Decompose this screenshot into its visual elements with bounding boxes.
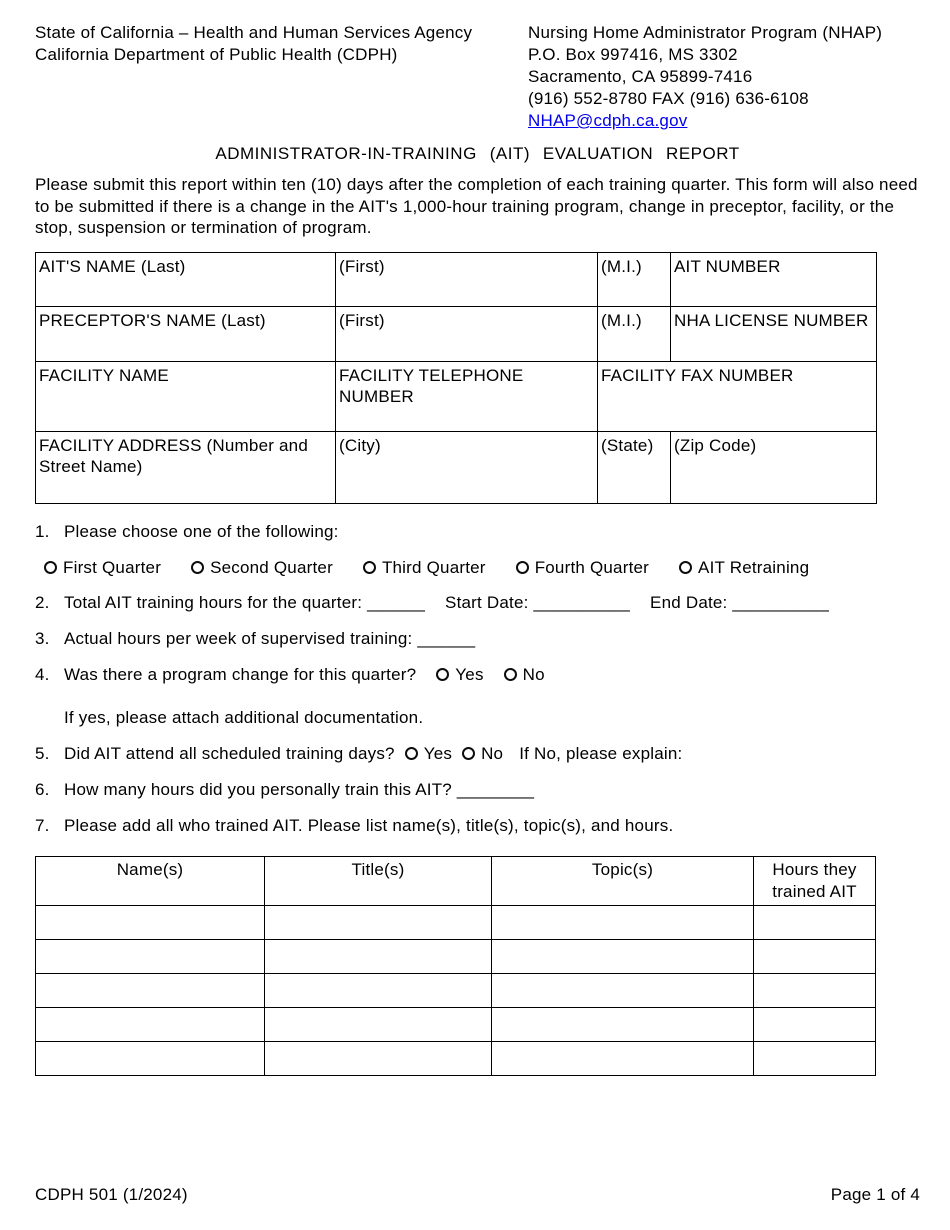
facility-name-label: FACILITY NAME	[39, 365, 169, 385]
ait-number-field[interactable]	[671, 252, 877, 306]
radio-option-ait-retraining	[679, 558, 809, 578]
trainer-table	[35, 856, 876, 1076]
trainer-title-cell[interactable]	[265, 973, 492, 1007]
trainer-name-cell[interactable]	[36, 973, 265, 1007]
applicant-info-table	[35, 252, 877, 504]
preceptor-last-name-field[interactable]	[36, 306, 336, 361]
program-block	[528, 22, 920, 132]
question-6-text: How many hours did you personally train this AIT? ________	[64, 779, 535, 799]
preceptor-last-name-label: PRECEPTOR'S NAME (Last)	[39, 310, 266, 330]
question-4	[35, 664, 920, 686]
preceptor-middle-initial-label: (M.I.)	[601, 310, 642, 330]
trainer-table-row	[36, 973, 876, 1007]
question-7-number: 7.	[35, 815, 50, 835]
radio-q5-no[interactable]	[462, 747, 475, 760]
radio-option-q5-yes	[405, 743, 452, 765]
first-quarter-label: First Quarter	[63, 557, 162, 577]
trainer-names-header: Name(s)	[36, 856, 265, 905]
state-field[interactable]	[598, 431, 671, 503]
form-number: CDPH 501 (1/2024)	[35, 1185, 188, 1204]
question-1-number: 1.	[35, 521, 50, 541]
question-7	[35, 815, 920, 837]
question-3-text: Actual hours per week of supervised training: ______	[64, 628, 476, 648]
ait-last-name-field[interactable]	[36, 252, 336, 306]
agency-line-1: State of California – Health and Human Services Agency	[35, 23, 473, 42]
third-quarter-label: Third Quarter	[381, 557, 486, 577]
radio-q4-yes[interactable]	[436, 668, 449, 681]
facility-address-row	[36, 431, 877, 503]
question-4-body	[64, 664, 545, 686]
zip-code-label: (Zip Code)	[674, 435, 757, 455]
ait-middle-initial-label: (M.I.)	[601, 256, 642, 276]
facility-fax-field[interactable]	[598, 361, 877, 431]
trainer-hours-cell[interactable]	[754, 1007, 876, 1041]
question-1-text: Please choose one of the following:	[64, 521, 339, 541]
facility-address-field[interactable]	[36, 431, 336, 503]
radio-option-q4-yes	[436, 664, 483, 686]
trainer-hours-cell[interactable]	[754, 939, 876, 973]
q5-no-label: No	[481, 743, 504, 763]
facility-telephone-field[interactable]	[336, 361, 598, 431]
ait-number-label: AIT NUMBER	[674, 256, 781, 276]
trainer-name-cell[interactable]	[36, 1007, 265, 1041]
radio-ait-retraining[interactable]	[679, 561, 692, 574]
agency-block	[35, 22, 515, 132]
trainer-table-header-row	[36, 856, 876, 905]
facility-address-label: FACILITY ADDRESS (Number and Street Name)	[39, 435, 308, 476]
nha-license-number-label: NHA LICENSE NUMBER	[674, 310, 869, 330]
state-label: (State)	[601, 435, 654, 455]
q4-yes-label: Yes	[455, 664, 484, 684]
facility-name-field[interactable]	[36, 361, 336, 431]
radio-third-quarter[interactable]	[363, 561, 376, 574]
program-po-box: P.O. Box 997416, MS 3302	[528, 45, 738, 64]
trainer-topic-cell[interactable]	[492, 939, 754, 973]
question-5-number: 5.	[35, 743, 50, 763]
ait-name-row	[36, 252, 877, 306]
program-email-row	[528, 110, 920, 132]
radio-q5-yes[interactable]	[405, 747, 418, 760]
radio-option-q4-no	[504, 664, 545, 686]
nha-license-number-field[interactable]	[671, 306, 877, 361]
agency-line-2: California Department of Public Health (CDPH)	[35, 45, 398, 64]
facility-fax-label: FACILITY FAX NUMBER	[601, 365, 794, 385]
ait-retraining-label: AIT Retraining	[698, 557, 810, 577]
question-2-body	[64, 592, 829, 614]
q4-no-label: No	[522, 664, 545, 684]
document-header	[35, 22, 920, 132]
trainer-name-cell[interactable]	[36, 1041, 265, 1075]
radio-first-quarter[interactable]	[44, 561, 57, 574]
preceptor-first-name-label: (First)	[339, 310, 385, 330]
trainer-topic-cell[interactable]	[492, 905, 754, 939]
question-1	[35, 521, 920, 543]
radio-fourth-quarter[interactable]	[516, 561, 529, 574]
ait-first-name-label: (First)	[339, 256, 385, 276]
trainer-table-row	[36, 1041, 876, 1075]
fourth-quarter-label: Fourth Quarter	[534, 557, 650, 577]
preceptor-middle-initial-field[interactable]	[598, 306, 671, 361]
trainer-hours-header: Hours they trained AIT	[754, 856, 876, 905]
question-6	[35, 779, 920, 801]
question-2-number: 2.	[35, 592, 50, 612]
quarter-radio-group	[44, 558, 920, 578]
question-2-start-date: Start Date: __________	[445, 592, 631, 612]
preceptor-name-row	[36, 306, 877, 361]
question-3-number: 3.	[35, 628, 50, 648]
ait-middle-initial-field[interactable]	[598, 252, 671, 306]
trainer-hours-cell[interactable]	[754, 1041, 876, 1075]
question-5	[35, 743, 920, 765]
trainer-table-row	[36, 905, 876, 939]
trainer-table-row	[36, 1007, 876, 1041]
trainer-table-row	[36, 939, 876, 973]
question-3	[35, 628, 920, 650]
trainer-name-cell[interactable]	[36, 939, 265, 973]
facility-row	[36, 361, 877, 431]
question-5-explain-label: If No, please explain:	[519, 743, 683, 763]
radio-option-first-quarter	[44, 558, 161, 578]
radio-second-quarter[interactable]	[191, 561, 204, 574]
question-4-text: Was there a program change for this quarter?	[64, 664, 417, 684]
program-name: Nursing Home Administrator Program (NHAP)	[528, 23, 883, 42]
radio-option-q5-no	[462, 743, 503, 765]
trainer-title-cell[interactable]	[265, 905, 492, 939]
facility-telephone-label: FACILITY TELEPHONE NUMBER	[339, 365, 524, 406]
radio-option-third-quarter	[363, 558, 486, 578]
form-instructions: Please submit this report within ten (10) days after the completion of each training quarter. This form will also need to be submitted if there is a change in the AIT's 1,000-hour training program, change in preceptor, facility, or the stop, suspension or termination of program.	[35, 175, 918, 237]
question-4-number: 4.	[35, 664, 50, 684]
trainer-topics-header: Topic(s)	[492, 856, 754, 905]
page-footer	[35, 1184, 920, 1206]
trainer-topic-cell[interactable]	[492, 1041, 754, 1075]
radio-q4-no[interactable]	[504, 668, 517, 681]
city-field[interactable]	[336, 431, 598, 503]
question-6-number: 6.	[35, 779, 50, 799]
trainer-name-cell[interactable]	[36, 905, 265, 939]
program-phone-fax: (916) 552-8780 FAX (916) 636-6108	[528, 89, 809, 108]
trainer-hours-cell[interactable]	[754, 905, 876, 939]
question-5-body	[64, 743, 682, 765]
question-7-text: Please add all who trained AIT. Please list name(s), title(s), topic(s), and hours.	[64, 815, 674, 835]
radio-option-fourth-quarter	[516, 558, 649, 578]
ait-first-name-field[interactable]	[336, 252, 598, 306]
question-2	[35, 592, 920, 614]
trainer-title-cell[interactable]	[265, 1041, 492, 1075]
preceptor-first-name-field[interactable]	[336, 306, 598, 361]
form-title: ADMINISTRATOR-IN-TRAINING (AIT) EVALUATION REPORT	[215, 144, 740, 163]
trainer-titles-header: Title(s)	[265, 856, 492, 905]
second-quarter-label: Second Quarter	[210, 557, 333, 577]
question-5-text: Did AIT attend all scheduled training days?	[64, 743, 395, 763]
trainer-title-cell[interactable]	[265, 939, 492, 973]
program-email-link[interactable]: NHAP@cdph.ca.gov	[528, 111, 688, 130]
q5-yes-label: Yes	[423, 743, 453, 763]
trainer-topic-cell[interactable]	[492, 973, 754, 1007]
question-4-note: If yes, please attach additional documentation.	[64, 707, 424, 727]
trainer-topic-cell[interactable]	[492, 1007, 754, 1041]
zip-code-field[interactable]	[671, 431, 877, 503]
question-2-text: Total AIT training hours for the quarter: ______	[64, 592, 426, 612]
page-number: Page 1 of 4	[830, 1185, 920, 1204]
trainer-hours-cell[interactable]	[754, 973, 876, 1007]
program-city-state-zip: Sacramento, CA 95899-7416	[528, 67, 753, 86]
question-2-end-date: End Date: __________	[650, 592, 829, 612]
trainer-title-cell[interactable]	[265, 1007, 492, 1041]
city-label: (City)	[339, 435, 381, 455]
radio-option-second-quarter	[191, 558, 333, 578]
ait-last-name-label: AIT'S NAME (Last)	[39, 256, 186, 276]
